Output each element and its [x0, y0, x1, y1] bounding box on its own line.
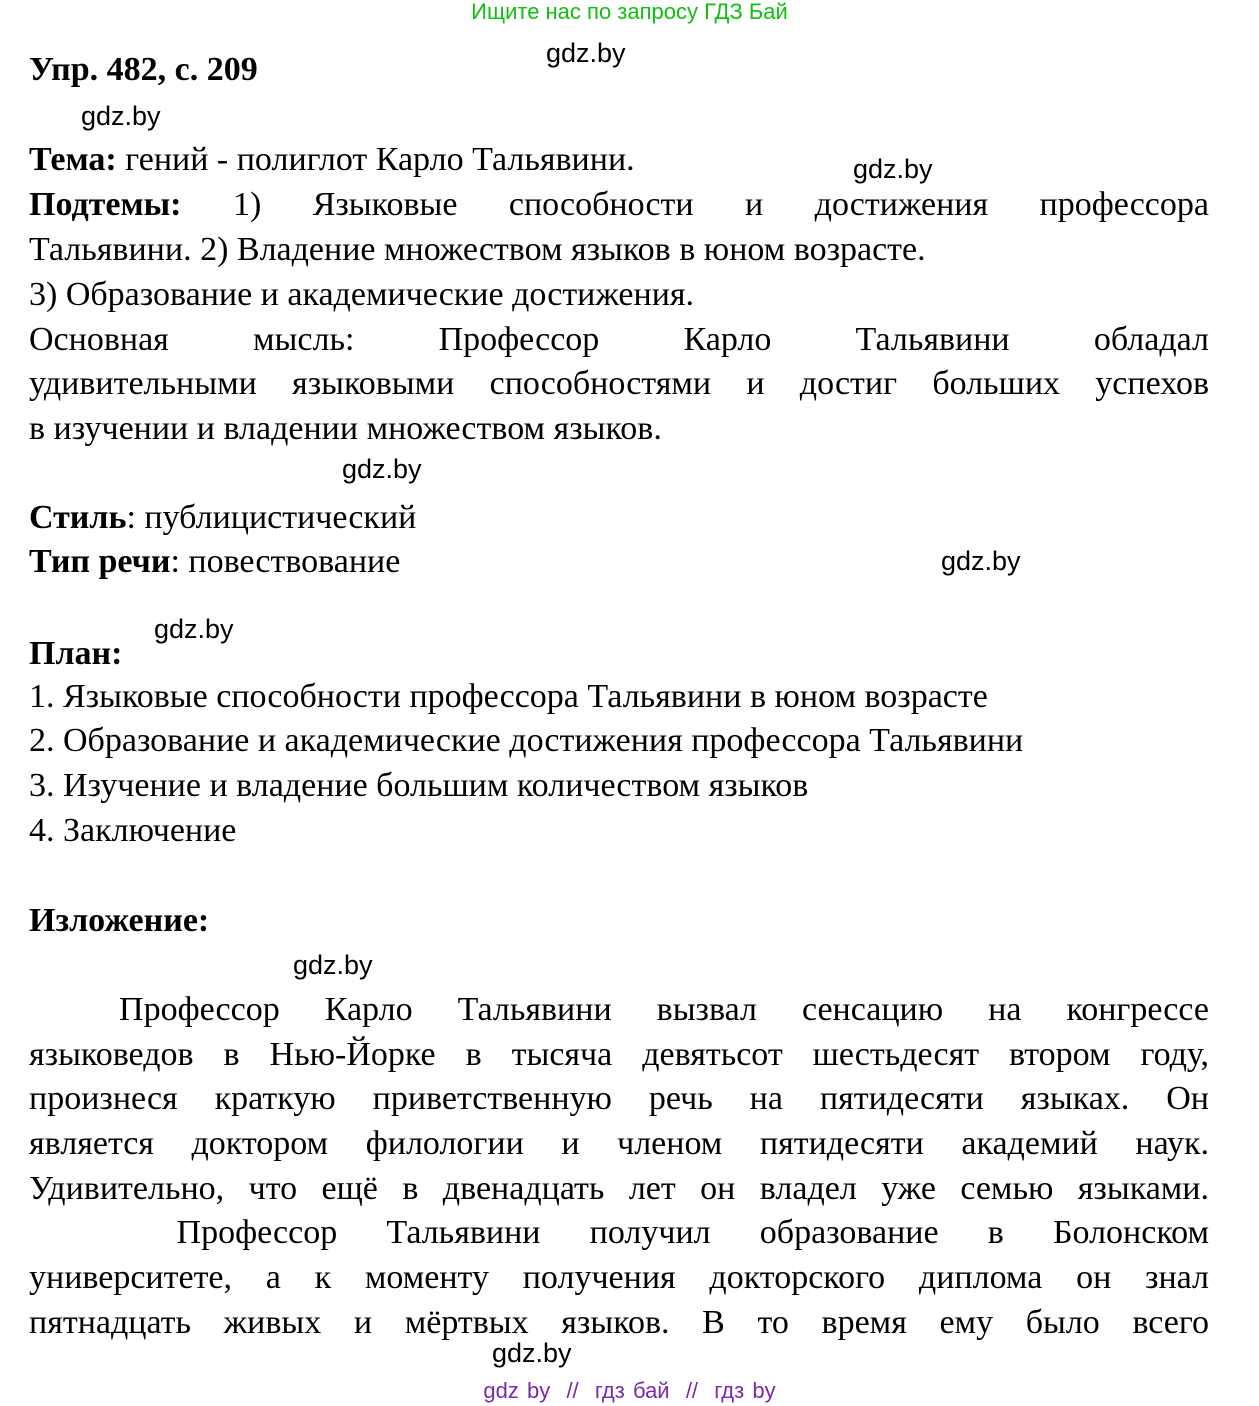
watermark: gdz.by	[546, 38, 626, 68]
top-banner: Ищите нас по запросу ГДЗ Бай	[471, 0, 788, 24]
speech-type-line	[29, 542, 400, 582]
main-idea-line-2: удивительными языковыми способностями и достиг больших успехов	[29, 365, 1209, 402]
style-label: Стиль	[29, 499, 127, 536]
paragraph-2-line-1: Профессор Тальявини получил образование в Болонском	[29, 1214, 1209, 1251]
topic-label: Тема:	[29, 141, 117, 178]
main-idea-line-3: в изучении и владении множеством языков.	[29, 410, 662, 447]
subtopics-line-3: 3) Образование и академические достижения.	[29, 276, 695, 313]
paragraph-2-line-2: университете, а к моменту получения докторского диплома он знал	[29, 1259, 1209, 1296]
exercise-title: Упр. 482, с. 209	[29, 51, 258, 88]
watermark: gdz.by	[154, 614, 234, 644]
topic-text: гений - полиглот Карло Тальявини.	[116, 141, 635, 178]
plan-item-2: 2. Образование и академические достижения профессора Тальявини	[29, 722, 1024, 759]
watermark: gdz.by	[941, 546, 1021, 576]
plan-item-1: 1. Языковые способности профессора Тальявини в юном возрасте	[29, 678, 988, 715]
speech-type-text: : повествование	[170, 543, 401, 580]
paragraph-1-line-1: Профессор Карло Тальявини вызвал сенсацию на конгрессе	[29, 991, 1209, 1028]
plan-item-3: 3. Изучение и владение большим количеством языков	[29, 767, 809, 804]
footer-links: gdz by // гдз бай // гдз by	[483, 1378, 776, 1403]
watermark: gdz.by	[293, 950, 373, 980]
paragraph-1-line-2: языковедов в Нью-Йорке в тысяча девятьсот шестьдесят втором году,	[29, 1036, 1209, 1073]
topic-line	[29, 140, 635, 180]
style-text: : публицистический	[126, 499, 417, 536]
subtopics-line-2: Тальявини. 2) Владение множеством языков в юном возрасте.	[29, 231, 926, 268]
paragraph-2-line-3: пятнадцать живых и мёртвых языков. В то время ему было всего	[29, 1304, 1209, 1341]
style-line	[29, 498, 416, 538]
main-idea-line-1: Основная мысль: Профессор Карло Тальявини обладал	[29, 321, 1209, 358]
paragraph-1-line-3: произнеся краткую приветственную речь на пятидесяти языках. Он	[29, 1080, 1209, 1117]
watermark: gdz.by	[492, 1338, 572, 1368]
subtopics-label: Подтемы:	[29, 186, 182, 223]
retelling-label: Изложение:	[29, 902, 210, 939]
subtopics-text-1: 1) Языковые способности и достижения профессора	[181, 186, 1209, 223]
watermark: gdz.by	[81, 101, 161, 131]
plan-label: План:	[29, 635, 123, 672]
speech-type-label: Тип речи	[29, 543, 171, 580]
watermark: gdz.by	[853, 154, 933, 184]
plan-item-4: 4. Заключение	[29, 812, 237, 849]
paragraph-1-line-4: является доктором филологии и членом пятидесяти академий наук.	[29, 1125, 1209, 1162]
paragraph-1-line-5: Удивительно, что ещё в двенадцать лет он владел уже семью языками.	[29, 1170, 1209, 1207]
watermark: gdz.by	[342, 454, 422, 484]
subtopics-line-1	[29, 185, 1209, 225]
